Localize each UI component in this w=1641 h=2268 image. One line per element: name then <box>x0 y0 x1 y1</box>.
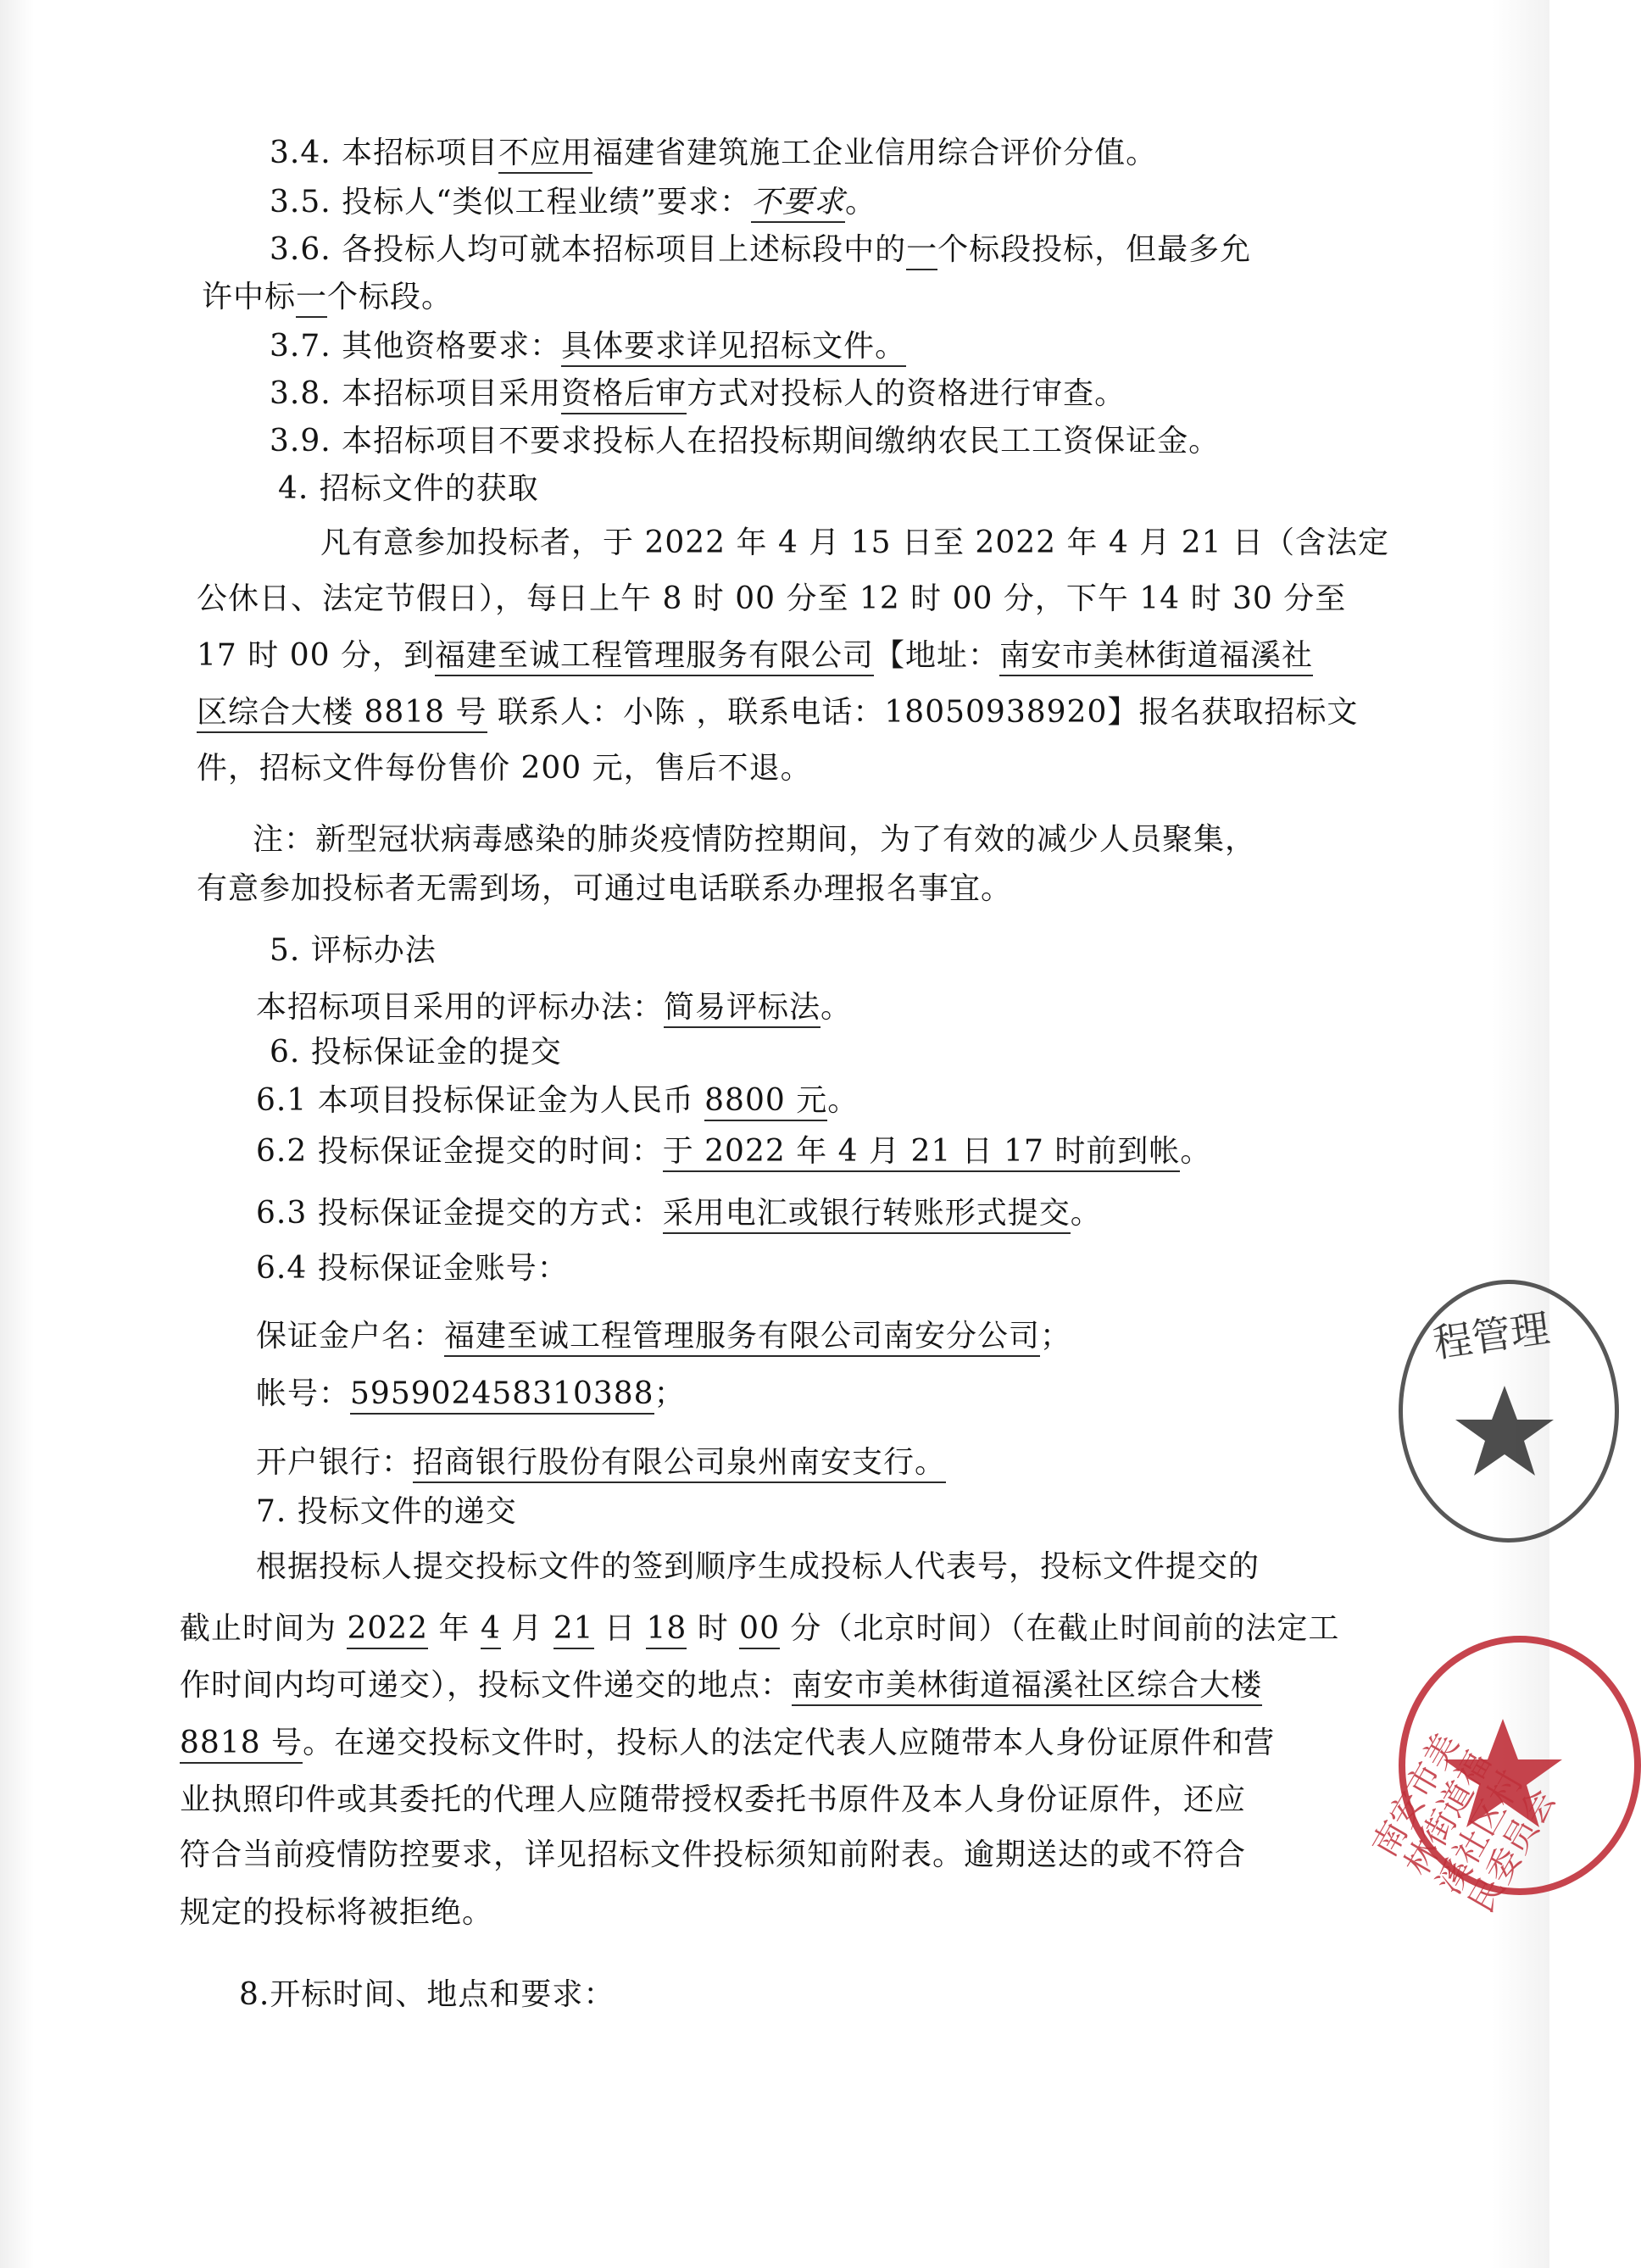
text-line <box>270 225 1251 269</box>
text-segment: 时 <box>687 1611 740 1646</box>
text-segment: 作时间内均可递交），投标文件递交的地点： <box>180 1668 793 1703</box>
text-segment: 3.8. 本招标项目采用 <box>270 376 562 411</box>
text-line <box>256 1244 569 1287</box>
text-segment: 。 <box>820 990 853 1025</box>
filled-blank: 简易评标法 <box>664 990 820 1028</box>
text-line <box>270 178 876 221</box>
text-segment: 公休日、法定节假日），每日上午 8 时 00 分至 12 时 00 分，下午 14 时 30 分至 <box>197 581 1347 616</box>
text-line <box>256 1076 859 1120</box>
filled-blank: 00 <box>739 1611 780 1649</box>
filled-blank: 福建至诚工程管理服务有限公司南安分公司 <box>444 1319 1040 1357</box>
text-segment: ； <box>654 1376 686 1411</box>
text-segment: 注：新型冠状病毒感染的肺炎疫情防控期间，为了有效的减少人员聚集， <box>253 822 1257 857</box>
text-line <box>197 575 1346 618</box>
filled-blank: 招商银行股份有限公司泉州南安支行。 <box>413 1445 946 1483</box>
filled-blank: 不应用 <box>498 136 592 174</box>
text-segment: 截止时间为 <box>180 1611 348 1646</box>
text-segment: 许中标 <box>202 280 297 314</box>
filled-blank: 2022 <box>347 1611 428 1649</box>
text-segment: 7. 投标文件的递交 <box>256 1494 517 1529</box>
text-line <box>256 1370 686 1413</box>
text-line <box>239 1971 615 2014</box>
text-line <box>180 1831 1246 1874</box>
text-line <box>180 1661 1262 1704</box>
text-segment: 开户银行： <box>256 1445 414 1480</box>
filled-blank: 区综合大楼 8818 号 <box>197 695 487 733</box>
text-segment: 符合当前疫情防控要求，详见招标文件投标须知前附表。逾期送达的或不符合 <box>180 1837 1247 1872</box>
text-line <box>270 1028 562 1071</box>
text-segment: 日 <box>593 1611 647 1646</box>
text-segment: 方式对投标人的资格进行审查。 <box>687 376 1126 411</box>
text-segment: 保证金户名： <box>256 1319 445 1354</box>
text-segment: 帐号： <box>256 1376 351 1411</box>
text-line <box>270 370 1126 413</box>
text-line <box>278 464 539 508</box>
text-line <box>320 519 1389 562</box>
text-segment: 年 <box>428 1611 481 1646</box>
text-segment: 4. 招标文件的获取 <box>278 471 539 506</box>
filled-blank: 一 <box>906 232 937 270</box>
text-line <box>256 1127 1211 1170</box>
text-segment: 6.3 投标保证金提交的方式： <box>256 1196 663 1231</box>
text-segment: 6.2 投标保证金提交的时间： <box>256 1134 663 1169</box>
text-segment: 8.开标时间、地点和要求： <box>239 1977 615 2012</box>
text-segment: 有意参加投标者无需到场，可通过电话联系办理报名事宜。 <box>197 871 1013 906</box>
filled-blank: 于 2022 年 4 月 21 日 17 时前到帐 <box>663 1134 1181 1172</box>
text-segment: 福建省建筑施工企业信用综合评价分值。 <box>592 136 1158 170</box>
filled-blank: 4 <box>481 1611 501 1649</box>
text-segment: 【地址： <box>873 638 999 673</box>
text-segment: 根据投标人提交投标文件的签到顺序生成投标人代表号，投标文件提交的 <box>256 1549 1260 1584</box>
filled-blank: 福建至诚工程管理服务有限公司 <box>435 638 874 676</box>
text-segment: 联系人：小陈 ，联系电话：18050938920】报名获取招标文 <box>487 695 1359 730</box>
filled-blank: 南安市美林街道福溪社区综合大楼 <box>792 1668 1262 1706</box>
text-segment: 3.4. 本招标项目 <box>270 136 499 170</box>
village-seal-text: 南安市美林街道福溪社区村民委员会 <box>1365 1726 1564 1920</box>
text-segment: 。 <box>827 1083 859 1118</box>
text-segment: 3.5. 投标人“类似工程业绩”要求： <box>270 185 751 220</box>
text-line <box>270 129 1157 172</box>
text-segment: 。 <box>844 185 876 220</box>
filled-blank: 8818 号 <box>180 1726 303 1764</box>
filled-blank: 资格后审 <box>561 376 687 414</box>
text-line <box>180 1888 493 1932</box>
text-line <box>270 417 1220 460</box>
text-segment: 6.4 投标保证金账号： <box>256 1251 569 1286</box>
text-line <box>253 815 1256 859</box>
text-line <box>180 1776 1246 1819</box>
filled-blank: 21 <box>553 1611 594 1649</box>
text-segment: 业执照印件或其委托的代理人应随带授权委托书原件及本人身份证原件，还应 <box>180 1782 1247 1817</box>
filled-blank: 18 <box>646 1611 687 1649</box>
text-segment: 规定的投标将被拒绝。 <box>180 1895 494 1930</box>
text-segment: 6. 投标保证金的提交 <box>270 1035 562 1070</box>
text-segment: 件，招标文件每份售价 200 元，售后不退。 <box>197 751 812 786</box>
text-line <box>197 864 1012 908</box>
text-segment: 3.6. 各投标人均可就本招标项目上述标段中的 <box>270 232 907 267</box>
text-segment: 3.9. 本招标项目不要求投标人在招投标期间缴纳农民工工资保证金。 <box>270 424 1221 459</box>
text-line <box>256 1543 1260 1586</box>
filled-blank: 8800 元 <box>704 1083 827 1121</box>
text-line <box>202 273 453 316</box>
text-line <box>256 1312 1071 1355</box>
company-seal-text: 程管理 <box>1430 1304 1553 1367</box>
text-line <box>197 744 812 787</box>
filled-blank: 南安市美林街道福溪社 <box>999 638 1313 676</box>
text-segment: 月 <box>500 1611 553 1646</box>
text-segment: 。 <box>1070 1196 1102 1231</box>
text-line <box>197 688 1358 731</box>
text-line <box>197 631 1313 675</box>
text-line <box>256 1438 946 1481</box>
text-line <box>256 983 852 1026</box>
filled-blank: 595902458310388 <box>350 1376 654 1415</box>
text-segment: 17 时 00 分，到 <box>197 638 435 673</box>
text-segment: 6.1 本项目投标保证金为人民币 <box>256 1083 705 1118</box>
text-segment: 5. 评标办法 <box>270 933 437 968</box>
text-segment: 凡有意参加投标者，于 2022 年 4 月 15 日至 2022 年 4 月 21 日（含法定 <box>320 525 1389 560</box>
text-segment: 个标段投标，但最多允 <box>937 232 1252 267</box>
filled-blank: 采用电汇或银行转账形式提交 <box>663 1196 1071 1234</box>
filled-blank: 不要求 <box>751 185 845 223</box>
text-segment: ； <box>1040 1319 1072 1354</box>
text-segment: 本招标项目采用的评标办法： <box>256 990 665 1025</box>
text-line <box>256 1487 517 1531</box>
text-line <box>180 1719 1275 1762</box>
text-segment: 。在递交投标文件时，投标人的法定代表人应随带本人身份证原件和营 <box>303 1726 1276 1760</box>
text-segment: 分（北京时间）（在截止时间前的法定工 <box>779 1611 1340 1646</box>
filled-blank: 一 <box>296 280 327 318</box>
text-line <box>180 1604 1339 1648</box>
text-segment: 3.7. 其他资格要求： <box>270 329 562 364</box>
text-segment: 个标段。 <box>327 280 453 314</box>
text-line <box>270 322 906 365</box>
text-line <box>270 926 437 970</box>
text-line <box>256 1189 1102 1232</box>
text-segment: 。 <box>1180 1134 1212 1169</box>
filled-blank: 具体要求详见招标文件。 <box>561 329 906 367</box>
